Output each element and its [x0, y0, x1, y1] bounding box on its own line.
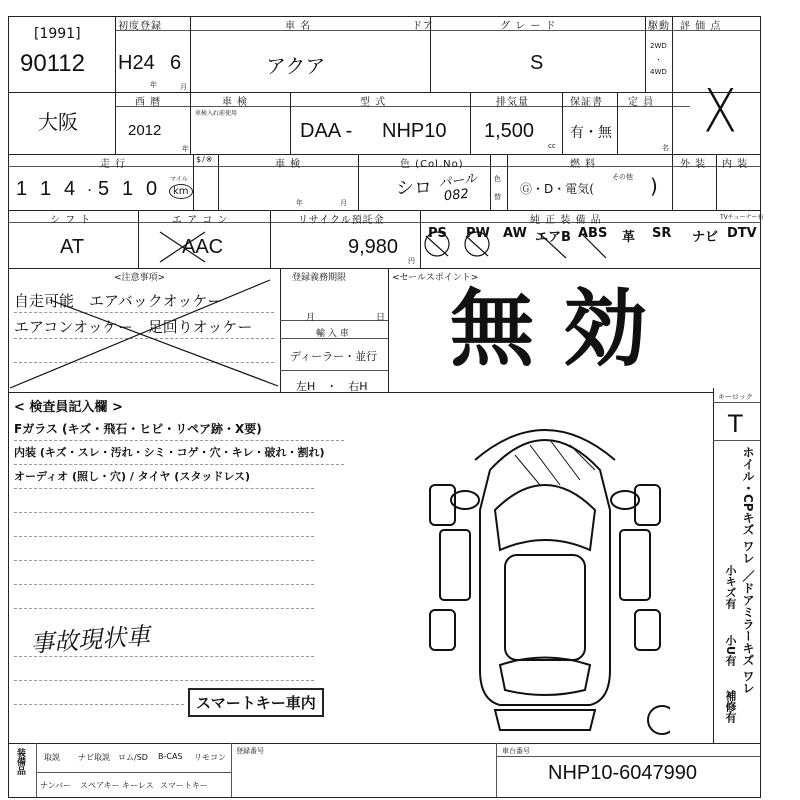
equip-remote: リモコン	[194, 753, 226, 762]
equip-navi-manual: ナビ取説	[78, 753, 110, 762]
inspection-note: 車検入れ前使用	[195, 110, 238, 117]
reg-month: 月	[306, 313, 316, 323]
mileage-unit: km	[169, 184, 193, 199]
fuel-label: 燃 料	[570, 159, 597, 170]
reg-month: 6	[170, 52, 182, 74]
car-name-label: 車 名	[285, 21, 312, 32]
color-small-1: 色	[494, 175, 501, 183]
caution-line: 自走可能 エアバックオッケー	[14, 292, 223, 310]
month-small: 月	[180, 83, 187, 91]
side-vertical-text: ホイル・CPキズ ワレ	[741, 446, 755, 564]
reg-era: H24	[118, 52, 155, 74]
mileage-unit-top: マイル	[170, 176, 188, 183]
option-leather: 革	[622, 230, 636, 245]
void-stamp: 無 効	[450, 279, 648, 378]
steering: 左H ・ 右H	[296, 380, 368, 393]
equip-keyless: キーレス	[122, 781, 154, 790]
mileage-separator: .	[87, 176, 93, 195]
option-dtv: DTV	[727, 226, 757, 241]
mileage-digit: 4	[64, 178, 76, 200]
rating-label: 評 価 点	[680, 21, 722, 32]
inspection-label: 車 検	[222, 97, 249, 108]
option-navi: ナビ	[692, 230, 719, 245]
western-label: 西 暦	[135, 97, 162, 108]
drive-4wd: 4WD	[650, 68, 667, 76]
door-label: ドア	[412, 21, 434, 32]
row3-inspection-label: 車 検	[275, 159, 302, 170]
equip-bcas: B-CAS	[158, 752, 183, 761]
equip-manual: 取説	[44, 753, 60, 762]
tuner-label: TVチューナー有	[720, 214, 764, 221]
color-handwritten: パール	[437, 171, 478, 192]
option-pw: PW	[466, 226, 490, 241]
caution-label: <注意事項>	[114, 273, 166, 283]
recycle-label: リサイクル預託金	[298, 215, 385, 226]
option-ps: PS	[428, 226, 447, 241]
warranty-value: 有・無	[570, 125, 612, 141]
shift-value: AT	[60, 236, 85, 258]
equipment-label: 純 正 装 備 品	[530, 215, 602, 226]
year-code: [1991]	[34, 26, 81, 42]
option-sr: SR	[652, 226, 672, 241]
month-small: 月	[340, 199, 347, 207]
import-label: 輸 入 車	[316, 329, 349, 339]
mileage-digit: 1	[40, 178, 52, 200]
chassis-number: NHP10-6047990	[548, 762, 697, 784]
option-aw: AW	[503, 226, 527, 241]
year-small: 年	[296, 199, 303, 207]
drive-dot: ・	[655, 56, 662, 64]
registration-number-label: 登録番号	[236, 747, 264, 755]
legend-repaired: 補修有	[724, 690, 737, 723]
reg-day: 日	[376, 313, 386, 323]
drive-2wd: 2WD	[650, 42, 667, 50]
mileage-label: 走 行	[100, 159, 127, 170]
inspector-line: 内装 (キズ・スレ・汚れ・シミ・コゲ・穴・キレ・破れ・割れ)	[14, 446, 325, 459]
car-name: アクア	[266, 54, 326, 78]
grade-value: S	[530, 52, 544, 74]
smart-key-box: スマートキー車内	[188, 688, 324, 717]
displacement-label: 排気量	[496, 97, 529, 108]
legend-small-dent: 小U有	[724, 635, 737, 666]
side-vertical-text-2: ／ドアミラーキズ ワレ	[741, 570, 755, 695]
option-abs: ABS	[578, 226, 608, 241]
color-small-2: 替	[494, 193, 501, 201]
mileage-digit: 0	[146, 178, 158, 200]
recycle-value: 9,980	[348, 236, 399, 258]
grade-label: グ レ ー ド	[500, 21, 557, 32]
model-label: 型 式	[360, 97, 387, 108]
color-code: 082	[443, 186, 470, 205]
equip-rom-sd: ロム/SD	[118, 753, 148, 762]
color-value: シロ	[396, 178, 432, 199]
inspector-line: Fガラス (キズ・飛石・ヒビ・リペア跡・X要)	[14, 422, 262, 436]
inspector-title: < 検査員記入欄 >	[14, 400, 123, 415]
dollar-label: $/※	[196, 155, 214, 164]
mileage-digit: 1	[16, 178, 28, 200]
equip-spare-key: スペアキー	[80, 781, 120, 790]
reg-deadline-label: 登録義務期限	[292, 273, 347, 283]
model-year: 2012	[128, 122, 162, 139]
interior-label: 内 装	[722, 159, 749, 170]
legend-small-scratch: 小キズ有	[724, 565, 737, 609]
mileage-digit: 1	[122, 178, 134, 200]
capacity-unit: 名	[662, 144, 669, 152]
model-prefix: DAA -	[300, 120, 353, 142]
keylock-value: T	[728, 410, 743, 438]
cc-unit: cc	[548, 142, 556, 150]
sales-point-label: <セールスポイント>	[392, 273, 479, 283]
fuel-other: その他	[612, 173, 633, 181]
equipment-side-label: 装備品	[15, 748, 25, 775]
equip-smart-key: スマートキー	[160, 781, 208, 790]
handwritten-accident: 事故現状車	[29, 621, 152, 659]
year-small: 年	[150, 81, 157, 89]
color-label: 色 (Col.No)	[400, 159, 464, 170]
model-code: NHP10	[382, 120, 447, 142]
option-airbag: エアB	[535, 230, 571, 245]
rating-value: X	[703, 76, 738, 146]
displacement: 1,500	[484, 120, 535, 142]
import-dealer: ディーラー・並行	[290, 350, 378, 363]
first-reg-label: 初度登録	[118, 21, 162, 32]
warranty-label: 保証書	[570, 97, 603, 108]
shift-label: シ フ ト	[50, 215, 92, 226]
chassis-label: 車台番号	[502, 747, 530, 755]
drive-label: 駆動	[648, 21, 670, 32]
lot-number: 90112	[20, 50, 85, 77]
equip-number: ナンバー	[40, 781, 72, 790]
aircon-value: AAC	[182, 236, 224, 258]
aircon-label: エ ア コ ン	[172, 215, 229, 226]
fuel-options: Ⓖ・D・電気(	[520, 182, 594, 196]
region: 大阪	[38, 110, 78, 134]
capacity-label: 定 員	[628, 97, 655, 108]
recycle-unit: 円	[408, 257, 415, 265]
caution-line: エアコンオッケー 足回りオッケー	[14, 318, 253, 336]
year-small: 年	[182, 145, 189, 153]
keylock-label: キーロック	[718, 393, 753, 401]
exterior-label: 外 装	[680, 159, 707, 170]
inspector-line: オーディオ (照し・穴) / タイヤ (スタッドレス)	[14, 470, 251, 483]
fuel-close: )	[650, 174, 658, 198]
mileage-digit: 5	[98, 178, 110, 200]
